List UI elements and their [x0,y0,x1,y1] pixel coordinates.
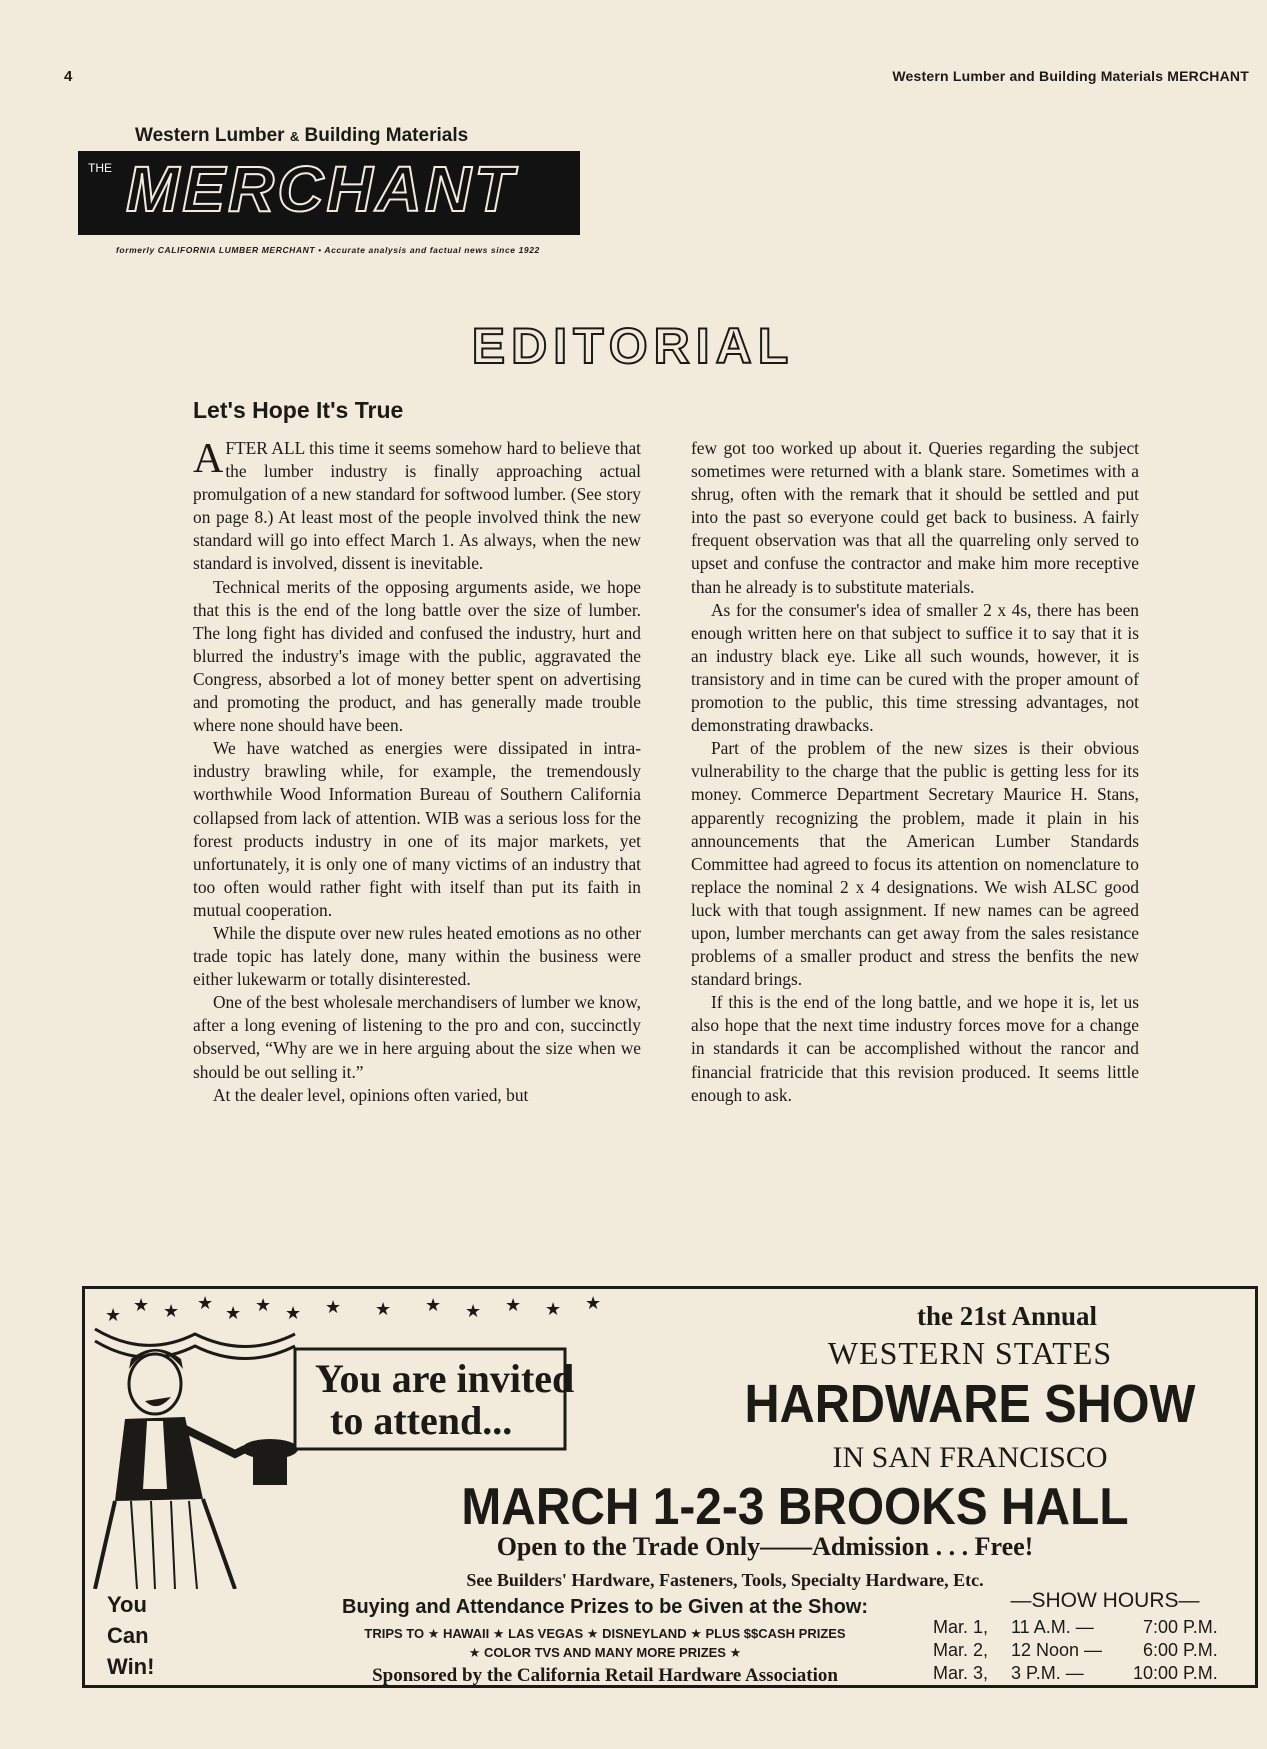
svg-text:★: ★ [197,1293,214,1314]
show-hours-title: —SHOW HOURS— [1010,1589,1200,1612]
paragraph: As for the consumer's idea of smaller 2 x 4s, there has been enough written here on that subject to suffice it to say that it is an industry black eye. Like all such wounds, however, it is transistory and in time can be cured with the proper amount of promotion to the public, this time stressing advantages, not demonstrating drawbacks. [691,599,1139,736]
hours-close: 10:00 P.M. [1133,1663,1218,1683]
svg-text:★: ★ [505,1295,522,1316]
prizes-line-2: ★ COLOR TVS AND MANY MORE PRIZES ★ [468,1645,742,1660]
masthead-subline: formerly CALIFORNIA LUMBER MERCHANT • Accurate analysis and factual news since 1922 [116,245,540,255]
masthead-top-b: Building Materials [304,125,469,146]
paragraph: We have watched as energies were dissipated in intra-industry brawling while, for example, the tremendously worthwhile Wood Information Bureau of Southern California collapsed from lack of attention. WIB was a serious loss for the forest products industry in one of its major markets, yet unfortunately, it is only one of many victims of an industry that too often would rather fight with itself than put its faith in mutual cooperation. [193,738,641,920]
svg-text:★: ★ [465,1301,482,1322]
you-can-win-line: You [107,1592,147,1617]
svg-text:★: ★ [375,1299,392,1320]
ad-line-annual: the 21st Annual [916,1301,1098,1331]
sponsor-line: Sponsored by the California Retail Hardware Association [372,1665,838,1686]
svg-text:★: ★ [255,1295,272,1316]
masthead-top-line [135,125,468,147]
prizes-heading: Buying and Attendance Prizes to be Given at the Show: [342,1596,868,1618]
ad-line-location: IN SAN FRANCISCO [832,1441,1108,1474]
hours-open: 11 A.M. — [1011,1617,1094,1637]
svg-text:★: ★ [225,1303,242,1324]
running-head: Western Lumber and Building Materials MERCHANT [892,68,1249,84]
ad-line-western-states: WESTERN STATES [827,1335,1113,1371]
hours-open: 12 Noon — [1011,1640,1103,1660]
paragraph: If this is the end of the long battle, and we hope it is, let us also hope that the next time industry forces move for a change in standards it can be accomplished without the rancor and financial fratricide that this revision produced. It seems little enough to ask. [691,992,1139,1105]
svg-text:★: ★ [425,1295,442,1316]
you-can-win [107,1589,154,1682]
section-heading: EDITORIAL [471,318,795,374]
ad-line-admission: Open to the Trade Only——Admission . . . Free! [496,1532,1034,1561]
ad-line-exhibits: See Builders' Hardware, Fasteners, Tools, Specialty Hardware, Etc. [466,1570,984,1590]
paragraph: Part of the problem of the new sizes is their obvious vulnerability to the charge that the public is getting less for its money. Commerce Department Secretary Maurice H. Stans, apparently recognizing the problem, made it plain in his announcements that the American Lumber Standards Committee had agreed to focus its attention on nomenclature to replace the nominal 2 x 4 designations. We wish ALSC good luck with that tough assignment. If new names can be agreed upon, lumber merchants can get away from the sales resistance problems of a smaller product and stress the benfits the new standard brings. [691,738,1139,990]
article-title: Let's Hope It's True [193,397,404,423]
paragraph: few got too worked up about it. Queries regarding the subject sometimes were returned with a blank stare. Sometimes with a shrug, often with the remark that it should be settled and put into the past so everyone could get back to business. A fairly frequent observation was that all the quarreling only served to upset and confuse the contractor and make him more receptive than he already is to substitute materials. [691,438,1139,597]
hardware-show-advertisement [82,1286,1258,1688]
masthead-logo [78,151,580,235]
paragraph: One of the best wholesale merchandisers of lumber we know, after a long evening of listening to the pro and con, succinctly observed, “Why are we in here arguing about the size when we should be out selling it.” [193,992,641,1082]
article-column-left [193,437,641,1107]
svg-text:★: ★ [285,1303,302,1324]
hours-close: 6:00 P.M. [1143,1640,1218,1660]
svg-text:★: ★ [545,1299,562,1320]
paragraph [193,437,641,576]
article-column-right [691,437,1139,1107]
invite-line-1: You are invited [315,1356,575,1401]
paragraph: Technical merits of the opposing arguments aside, we hope that this is the end of the long battle over the size of lumber. The long fight has divided and confused the industry, hurt and blurred the industry's image with the public, aggravated the Congress, absorbed a lot of money better spent on advertising and promoting the product, and has generally made trouble where none should have been. [193,576,641,736]
paragraph-text: FTER ALL this time it seems somehow hard to believe that the lumber industry is finally approaching actual promulgation of a new standard for softwood lumber. (See story on page 8.) At least most of the people involved think the new standard will go into effect March 1. As always, when the new standard is involved, dissent is inevitable. [193,438,641,574]
svg-text:★: ★ [105,1305,122,1326]
hours-close: 7:00 P.M. [1143,1617,1218,1637]
svg-text:★: ★ [133,1295,150,1316]
prizes-line-1: TRIPS TO ★ HAWAII ★ LAS VEGAS ★ DISNEYLAND ★ PLUS $$CASH PRIZES [364,1626,846,1641]
invite-line-2: to attend... [330,1398,513,1443]
svg-text:★: ★ [325,1297,342,1318]
you-can-win-line: Can [107,1623,149,1648]
paragraph: At the dealer level, opinions often varied, but [213,1084,529,1105]
svg-text:★: ★ [585,1293,602,1314]
masthead-title: MERCHANT [126,153,517,225]
drop-cap: A [193,436,224,482]
svg-text:★: ★ [163,1301,180,1322]
ad-line-dates: MARCH 1-2-3 BROOKS HALL [461,1478,1129,1536]
masthead-the: THE [88,161,112,175]
hours-day: Mar. 1, [933,1617,989,1637]
masthead-ampersand: & [289,129,300,144]
you-can-win-line: Win! [107,1654,155,1679]
page-number: 4 [64,68,73,85]
hours-open: 3 P.M. — [1011,1663,1084,1683]
paragraph: While the dispute over new rules heated emotions as no other trade topic has lately done, many within the business were either lukewarm or totally disinterested. [193,922,641,990]
hours-day: Mar. 2, [933,1640,989,1660]
ad-line-hardware-show: HARDWARE SHOW [744,1374,1196,1434]
hours-day: Mar. 3, [933,1663,989,1683]
masthead-top-a: Western Lumber [135,125,285,146]
